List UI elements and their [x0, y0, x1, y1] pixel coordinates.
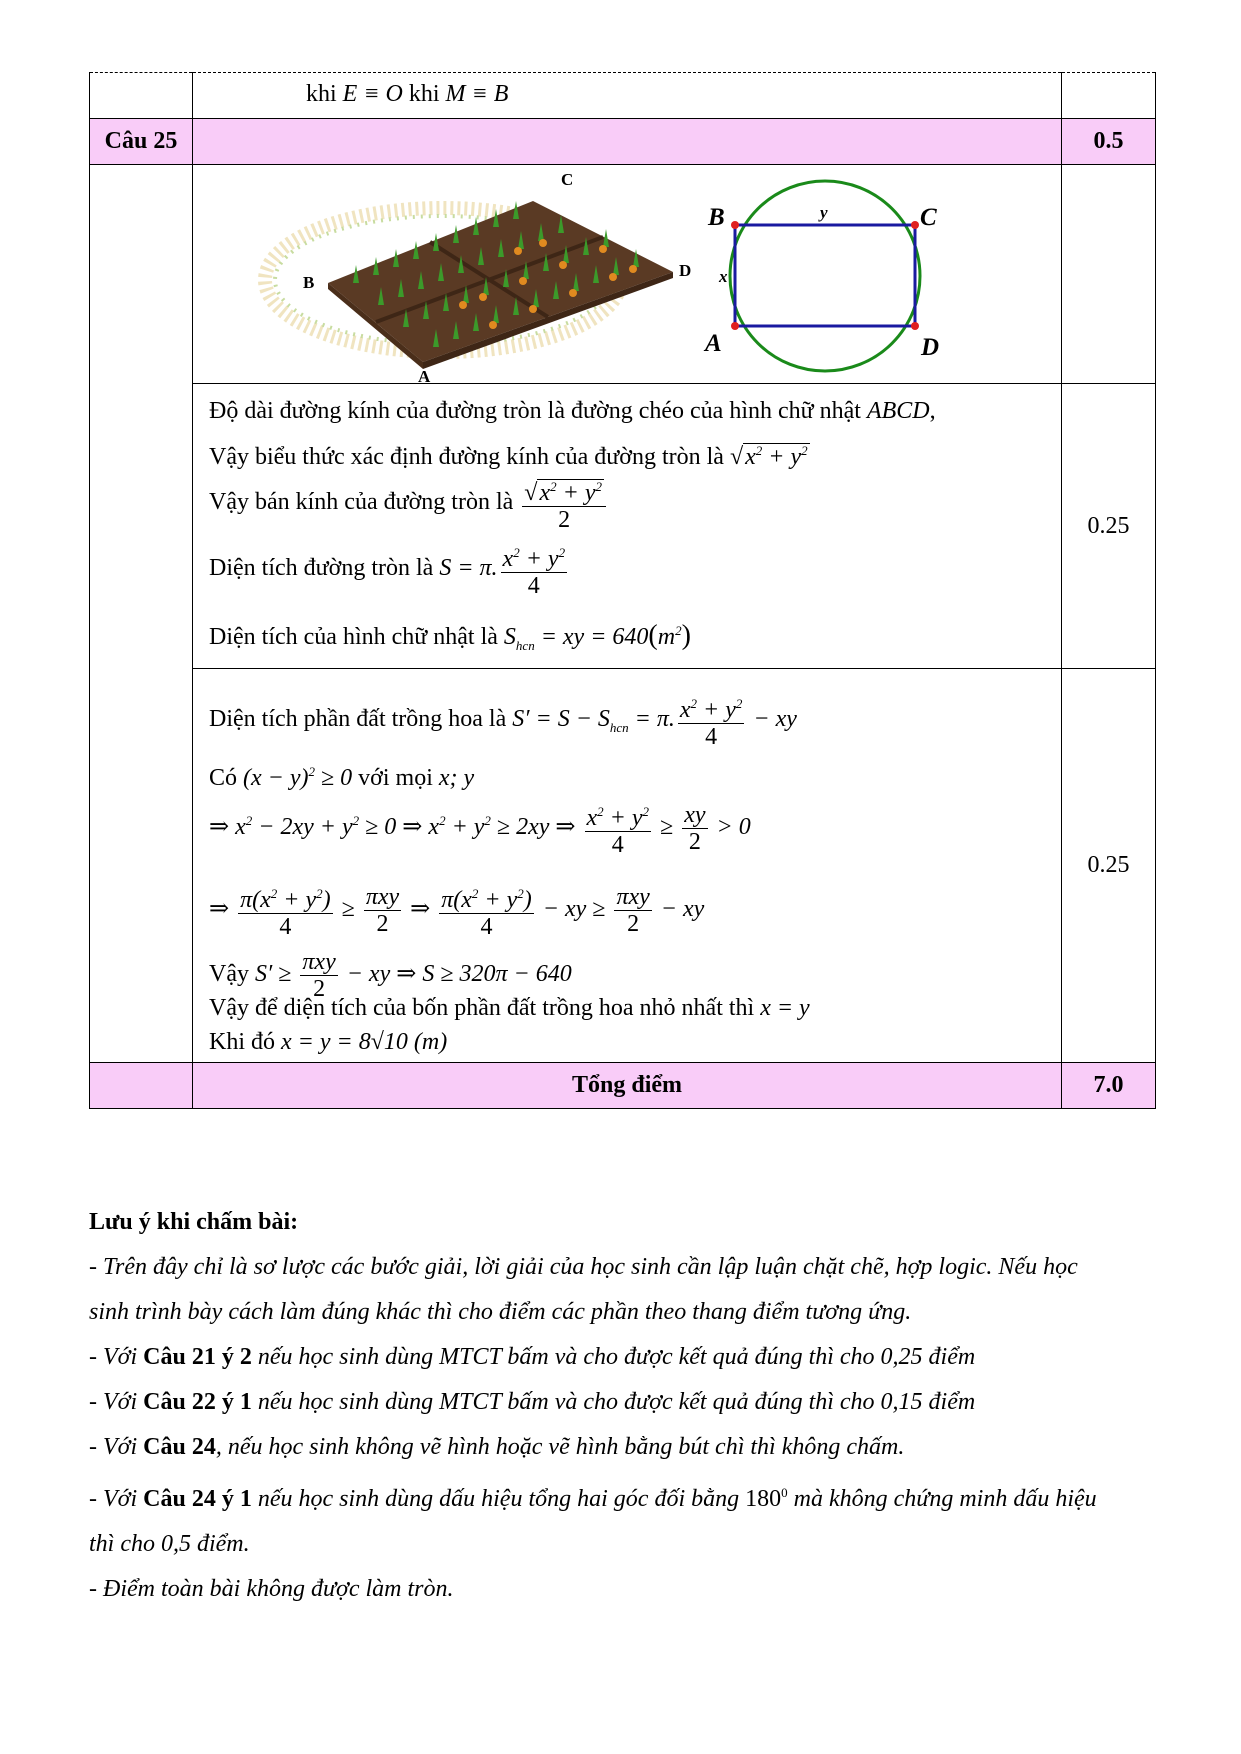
- grading-notes: [89, 1200, 1159, 1612]
- text-khi-2: khi: [408, 81, 440, 107]
- total-blank: [90, 1063, 193, 1109]
- p2-line6-text: Vậy để diện tích của bốn phần đất trồng hoa nhỏ nhất thì: [209, 995, 755, 1021]
- answer-table: [89, 72, 1156, 1109]
- total-score: 7.0: [1062, 1063, 1156, 1109]
- math-e-eq-o: E ≡ O: [342, 81, 403, 107]
- question-score: 0.5: [1062, 119, 1156, 165]
- point-c: [911, 221, 919, 229]
- part1-score: 0.25: [1062, 384, 1156, 669]
- rect-label-b: B: [708, 204, 725, 231]
- p2-line2: Có $(x - y)^2 \ge 0$ với mọi x; y: [209, 764, 475, 791]
- rect-label-d: D: [921, 334, 940, 361]
- row-top-left: [90, 73, 193, 119]
- p2-line2-text: Có: [209, 765, 238, 791]
- rect-label-c: C: [920, 204, 937, 231]
- p1-line3: Vậy bán kính của đường tròn là $\frac{√x^2 + y^2}{2}$: [209, 474, 609, 533]
- p2-line5-text: Vậy: [209, 961, 249, 988]
- figure-cell: [193, 165, 1062, 384]
- figure-svg: [193, 165, 1153, 384]
- rect-label-x: x: [719, 267, 728, 286]
- part2-cell: [193, 669, 1062, 1063]
- notes-title: Lưu ý khi chấm bài:: [89, 1209, 299, 1235]
- note-1a: - Trên đây chỉ là sơ lược các bước giải, lời giải của học sinh cần lập luận chặt chẽ, hợp logic. Nếu học: [89, 1254, 1078, 1280]
- garden-label-a: A: [418, 367, 431, 384]
- note-4: - Với Câu 24, nếu học sinh không vẽ hình hoặc vẽ hình bằng bút chì thì không chấm.: [89, 1434, 905, 1460]
- total-label: Tổng điểm: [193, 1063, 1062, 1109]
- p1-line1-math: ABCD: [866, 398, 930, 424]
- note-1b: sinh trình bày cách làm đúng khác thì cho điểm các phần theo thang điểm tương ứng.: [89, 1299, 912, 1325]
- rectangle-abcd: [735, 225, 915, 326]
- p2-line2-text2: với mọi: [358, 765, 433, 791]
- p1-line4: Diện tích đường tròn là S = π. $\frac{x^2 + y^2}{4}$: [209, 540, 570, 599]
- p1-line5-math: = xy = 640: [540, 624, 649, 650]
- point-b: [731, 221, 739, 229]
- p1-line1-end: ,: [929, 398, 936, 424]
- p2-line3: ⇒ $x^2 - 2xy + y^2 \ge 0$ ⇒ $x^2 + y^2 \ge 2xy$ ⇒ $\frac{x^2 + y^2}{4}$ ≥ $\frac{xy}{2}$ > 0: [209, 799, 751, 858]
- question-label: Câu 25: [90, 119, 193, 165]
- p2-line6-math: x = y: [760, 995, 810, 1021]
- p1-line2: Vậy biểu thức xác định đường kính của đường tròn là $√x^2 + y^2$: [209, 443, 808, 470]
- row-top-content: [193, 73, 1062, 119]
- garden-label-b: B: [303, 273, 315, 292]
- p1-line5-text: Diện tích của hình chữ nhật là: [209, 624, 498, 650]
- p1-line5: Diện tích của hình chữ nhật là $S_{hcn}$ = xy = $640(m^2)$: [209, 620, 691, 653]
- note-2: - Với Câu 21 ý 2 nếu học sinh dùng MTCT bấm và cho được kết quả đúng thì cho 0,25 điểm: [89, 1344, 976, 1370]
- p2-line7-text: Khi đó: [209, 1029, 275, 1055]
- header-blank: [193, 119, 1062, 165]
- p1-line3-text: Vậy bán kính của đường tròn là: [209, 489, 514, 516]
- math-m-eq-b: M ≡ B: [445, 81, 509, 107]
- p1-line4-text: Diện tích đường tròn là: [209, 555, 434, 582]
- left-blank-col: [90, 165, 193, 1063]
- p1-line1-text: Độ dài đường kính của đường tròn là đường chéo của hình chữ nhật: [209, 398, 861, 424]
- p2-line7-math: x = y = 8√10 (m): [281, 1029, 448, 1055]
- rect-label-a: A: [705, 330, 722, 357]
- p2-line6: [209, 993, 810, 1023]
- point-a: [731, 322, 739, 330]
- note-3: - Với Câu 22 ý 1 nếu học sinh dùng MTCT bấm và cho được kết quả đúng thì cho 0,15 điểm: [89, 1389, 976, 1415]
- note-5: - Với Câu 24 ý 1 nếu học sinh dùng dấu hiệu tổng hai góc đối bằng $180^0$ mà không chứng minh dấu hiệu: [89, 1485, 1097, 1512]
- p2-line7: [209, 1027, 447, 1057]
- p1-line1: [209, 396, 936, 426]
- garden-label-d: D: [679, 261, 692, 280]
- p2-line1: Diện tích phần đất trồng hoa là $S' = S - S_{hcn} = \pi$. $\frac{x^2 + y^2}{4}$ − xy: [209, 691, 797, 750]
- garden-label-c: C: [561, 170, 574, 189]
- p2-line5: Vậy S′ ≥ $\frac{\text{πxy}}{2}$ − xy ⇒ S ≥ 320π − 640: [209, 949, 572, 1002]
- point-d: [911, 322, 919, 330]
- note-6: - Điểm toàn bài không được làm tròn.: [89, 1576, 454, 1602]
- note-5b: thì cho 0,5 điểm.: [89, 1531, 250, 1557]
- p2-line1-text: Diện tích phần đất trồng hoa là: [209, 706, 507, 733]
- p2-line4: ⇒ $\frac{\pi(x^2 + y^2)}{4}$ ≥ $\frac{\text{πxy}}{2}$ ⇒ $\frac{\pi(x^2 + y^2)}{4}$ − xy ≥ $\frac{\text{πxy}}{2}$ − xy: [209, 881, 704, 940]
- part2-score: 0.25: [1062, 669, 1156, 1063]
- rect-label-y: y: [820, 203, 828, 222]
- p1-line2-text: Vậy biểu thức xác định đường kính của đường tròn là: [209, 444, 724, 470]
- row-top-score: [1062, 73, 1156, 119]
- p2-line5-math: − xy ⇒ S ≥ 320π − 640: [346, 961, 572, 988]
- part1-cell: [193, 384, 1062, 669]
- text-khi: khi: [306, 81, 337, 107]
